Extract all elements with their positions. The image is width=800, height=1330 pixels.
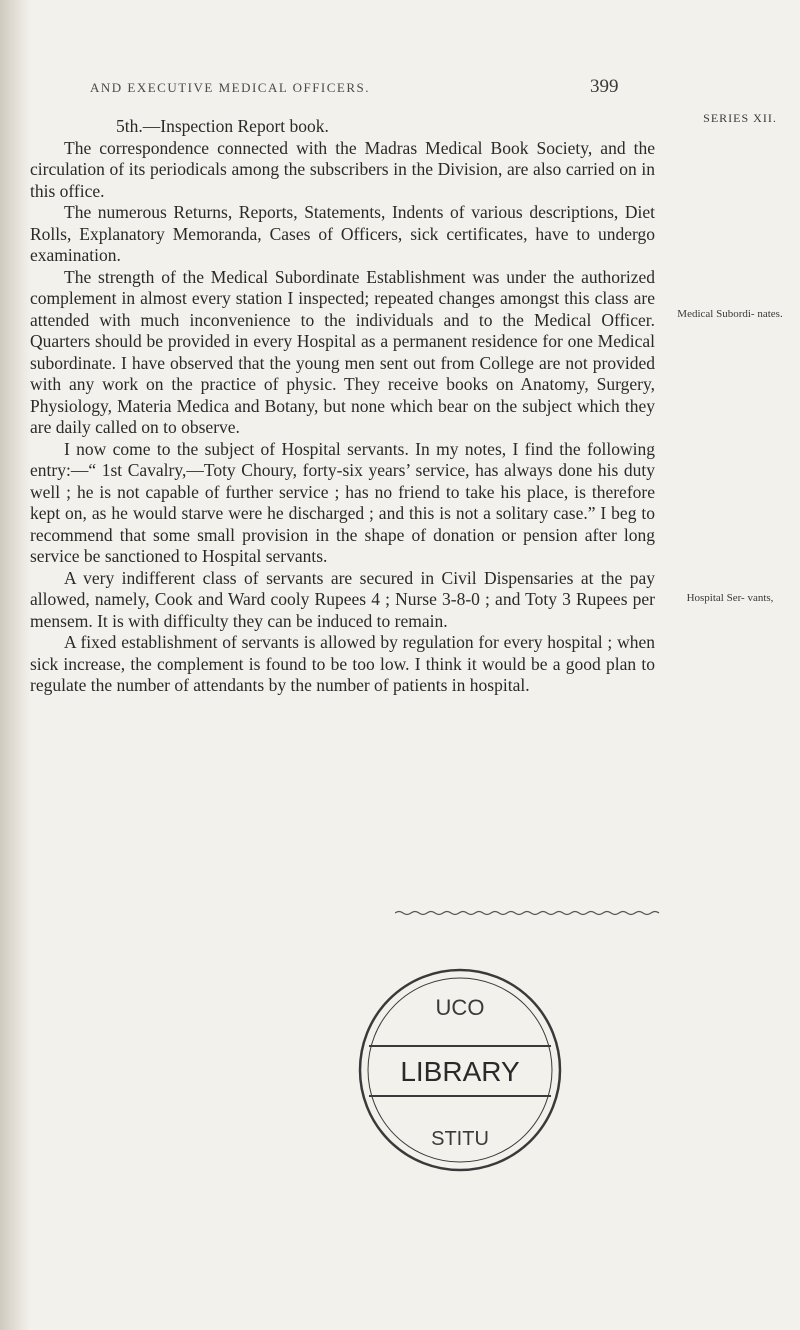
margin-note-series: SERIES XII. (703, 111, 777, 125)
paragraph-medical-subordinates: The strength of the Medical Subordinate Establishment was under the authorized complement in almost every station I inspected; repeated changes amongst this class are attended with much inconvenience to the individuals and to the Medical Officer. Quarters should be provided in every Hospital as a permanent residence for one Medical subordinate. I have observed that the young men sent out from College are not provided with any work on the practice of physic. They receive books on Anatomy, Surgery, Physiology, Materia Medica and Botany, but none which bear on the subject which they are daily called on to observe. (30, 266, 655, 437)
margin-note-medical-subordinates: Medical Subordi- nates. (677, 308, 783, 320)
stamp-center-text: LIBRARY (400, 1056, 520, 1087)
library-stamp (355, 960, 565, 1180)
decorative-wavy-rule (395, 910, 665, 916)
body-text (30, 112, 655, 697)
section-heading: 5th.—Inspection Report book. (116, 116, 329, 136)
page-header (0, 76, 800, 110)
running-head: AND EXECUTIVE MEDICAL OFFICERS. (90, 80, 371, 95)
paragraph-civil-dispensaries: A very indifferent class of servants are secured in Civil Dispensaries at the pay allowed, namely, Cook and Ward cooly Rupees 4 ; Nurse 3-8-0 ; and Toty 3 Rupees per mensem. It is with difficulty they can be induced to remain. (30, 567, 655, 631)
page-number: 399 (590, 76, 619, 97)
paragraph-book-society: The correspondence connected with the Madras Medical Book Society, and the circulation of its periodicals among the subscribers in the Division, are also carried on in this office. (30, 137, 655, 201)
paragraph-hospital-servants: I now come to the subject of Hospital servants. In my notes, I find the following entry:—“ 1st Cavalry,—Toty Choury, forty-six years’ service, has always done his duty well ; he is not capable of further service ; has no friend to take his place, is therefore kept on, as he would starve were he discharged ; and this is not a solitary case.” I beg to recommend that some small provision in the shape of donation or pension after long service be sanctioned to Hospital servants. (30, 438, 655, 566)
paragraph-fixed-establishment: A fixed establishment of servants is allowed by regulation for every hospital ; when sick increase, the complement is found to be too low. I think it would be a good plan to regulate the number of attendants by the number of patients in hospital. (30, 632, 655, 695)
page-gutter-shadow (0, 0, 30, 1330)
paragraph-returns: The numerous Returns, Reports, Statements, Indents of various descriptions, Diet Rolls, Explanatory Memoranda, Cases of Officers, sick certificates, have to undergo examination. (30, 202, 655, 265)
margin-note-hospital-servants: Hospital Ser- vants, (686, 592, 774, 604)
stamp-bottom-text: STITU (431, 1128, 489, 1150)
stamp-top-text: UCO (435, 995, 485, 1020)
